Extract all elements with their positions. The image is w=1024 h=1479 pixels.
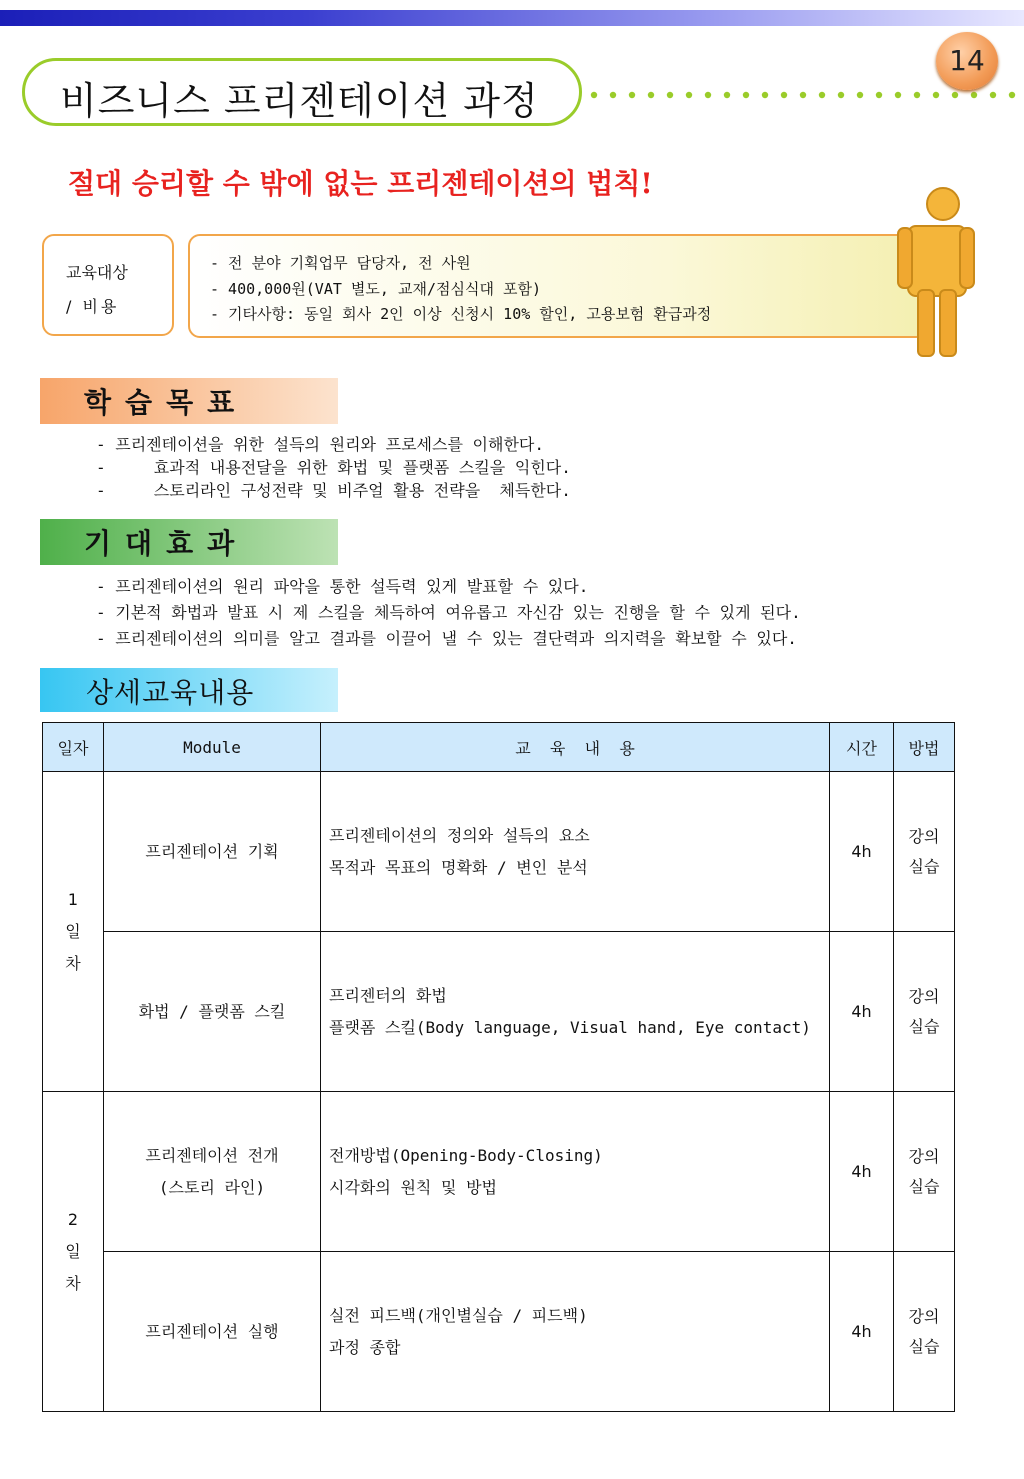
method-line: 실습: [908, 856, 940, 876]
method-line: 강의: [908, 826, 940, 846]
page-number-badge: 14: [936, 32, 998, 90]
day-char: 차: [65, 953, 81, 973]
objective-item: - 프리젠테이션을 위한 설득의 원리와 프로세스를 이해한다.: [96, 435, 545, 454]
method-cell: [894, 932, 955, 1092]
module-cell: [104, 932, 321, 1092]
curriculum-table: [42, 722, 955, 1412]
person-figure-icon: [888, 180, 978, 360]
content-line: 전개방법(Opening-Body-Closing): [329, 1145, 603, 1165]
table-row: [43, 772, 955, 932]
content-line: 과정 종합: [329, 1337, 401, 1357]
content-cell: [321, 772, 830, 932]
page-title: 비즈니스 프리젠테이션 과정: [60, 79, 539, 123]
objectives-heading: 학습목표: [84, 386, 249, 419]
objective-item: - 스토리라인 구성전략 및 비주얼 활용 전략을 체득한다.: [96, 481, 571, 500]
day-number: 1: [67, 889, 79, 909]
table-row: [43, 1252, 955, 1412]
module-subname: (스토리 라인): [158, 1177, 266, 1197]
details-heading: 상세교육내용: [86, 676, 255, 709]
target-label-box: [42, 234, 174, 336]
content-line: 목적과 목표의 명확화 / 변인 분석: [329, 857, 588, 877]
cost-label: / 비용: [66, 297, 120, 316]
method-line: 실습: [908, 1336, 940, 1356]
effect-item: - 프리젠테이션의 의미를 알고 결과를 이끌어 낼 수 있는 결단력과 의지력을 확보할 수 있다.: [96, 629, 797, 648]
table-row: [43, 932, 955, 1092]
content-line: 프리젠테이션의 정의와 설득의 요소: [329, 825, 590, 845]
method-line: 강의: [908, 1146, 940, 1166]
effects-heading: 기대효과: [84, 527, 249, 560]
content-cell: [321, 932, 830, 1092]
details-heading-band: [40, 668, 338, 712]
content-line: 플랫폼 스킬(Body language, Visual hand, Eye contact): [329, 1017, 811, 1037]
time-cell: 4h: [830, 1252, 894, 1412]
objectives-heading-band: [40, 378, 338, 424]
content-line: 프리젠터의 화법: [329, 985, 447, 1005]
table-row: [43, 1092, 955, 1252]
header-content: 교 육 내 용: [321, 723, 830, 772]
method-cell: [894, 772, 955, 932]
day-char: 차: [65, 1273, 81, 1293]
header-time: 시간: [830, 723, 894, 772]
header-module: Module: [104, 723, 321, 772]
content-cell: [321, 1252, 830, 1412]
effects-heading-band: [40, 519, 338, 565]
module-name: 프리젠테이션 실행: [145, 1321, 279, 1341]
method-line: 강의: [908, 986, 940, 1006]
module-name: 화법 / 플랫폼 스킬: [138, 1001, 286, 1021]
target-info-line: - 기타사항: 동일 회사 2인 이상 신청시 10% 할인, 고용보험 환급과정: [210, 305, 712, 323]
content-cell: [321, 1092, 830, 1252]
method-line: 강의: [908, 1306, 940, 1326]
headline: 절대 승리할 수 밖에 없는 프리젠테이션의 법칙!: [68, 167, 653, 200]
time-cell: 4h: [830, 1092, 894, 1252]
content-line: 시각화의 원칙 및 방법: [329, 1177, 498, 1197]
target-info-line: - 400,000원(VAT 별도, 교재/점심식대 포함): [210, 280, 541, 298]
target-info-line: - 전 분야 기획업무 담당자, 전 사원: [210, 254, 471, 272]
objective-item: - 효과적 내용전달을 위한 화법 및 플랫폼 스킬을 익힌다.: [96, 458, 571, 477]
day-char: 일: [65, 921, 81, 941]
effect-item: - 프리젠테이션의 원리 파악을 통한 설득력 있게 발표할 수 있다.: [96, 577, 589, 596]
effect-item: - 기본적 화법과 발표 시 제 스킬을 체득하여 여유롭고 자신감 있는 진행을 할 수 있게 된다.: [96, 603, 801, 622]
header-date: 일자: [43, 723, 104, 772]
target-label: 교육대상: [66, 263, 128, 282]
day-char: 일: [65, 1241, 81, 1261]
day-cell: [43, 1092, 104, 1412]
time-cell: 4h: [830, 932, 894, 1092]
module-cell: [104, 1092, 321, 1252]
method-cell: [894, 1252, 955, 1412]
header-method: 방법: [894, 723, 955, 772]
module-name: 프리젠테이션 기획: [145, 841, 279, 861]
content-line: 실전 피드백(개인별실습 / 피드백): [329, 1305, 588, 1325]
day-number: 2: [67, 1209, 79, 1229]
day-cell: [43, 772, 104, 1092]
module-cell: [104, 772, 321, 932]
method-cell: [894, 1092, 955, 1252]
time-cell: 4h: [830, 772, 894, 932]
table-header-row: [43, 723, 955, 772]
method-line: 실습: [908, 1176, 940, 1196]
module-name: 프리젠테이션 전개: [145, 1145, 279, 1165]
method-line: 실습: [908, 1016, 940, 1036]
module-cell: [104, 1252, 321, 1412]
top-gradient-bar: [0, 10, 1024, 26]
